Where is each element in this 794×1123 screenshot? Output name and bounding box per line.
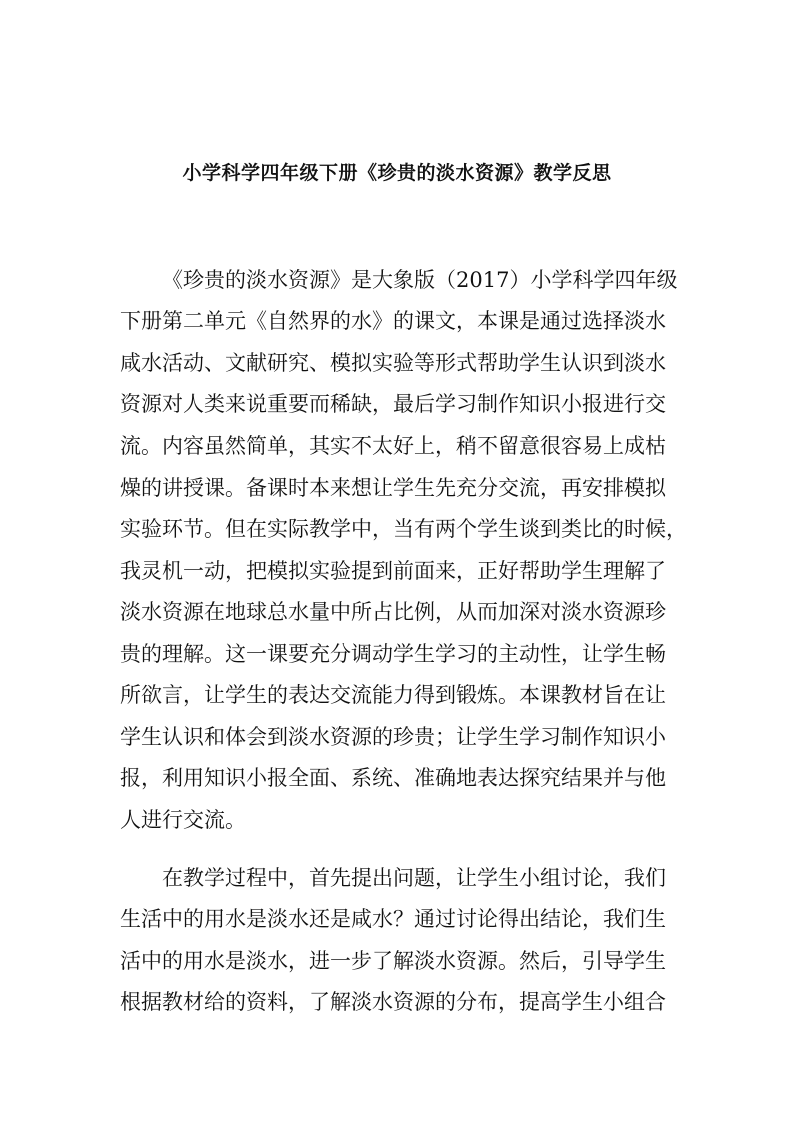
paragraph-2-line-1: 在教学过程中，首先提出问题，让学生小组讨论，我们 [162, 866, 666, 890]
paragraph-1-line-9: 淡水资源在地球总水量中所占比例，从而加深对淡水资源珍 [120, 600, 666, 624]
document-title: 小学科学四年级下册《珍贵的淡水资源》教学反思 [182, 162, 612, 184]
paragraph-1-line-3: 咸水活动、文献研究、模拟实验等形式帮助学生认识到淡水 [120, 351, 666, 375]
paragraph-1-line-11: 所欲言，让学生的表达交流能力得到锻炼。本课教材旨在让 [120, 683, 666, 707]
paragraph-1-line-2: 下册第二单元《自然界的水》的课文，本课是通过选择淡水 [120, 309, 666, 333]
paragraph-1-line-1: 《珍贵的淡水资源》是大象版（2017）小学科学四年级 [162, 268, 678, 292]
paragraph-1-line-4: 资源对人类来说重要而稀缺，最后学习制作知识小报进行交 [120, 392, 666, 416]
paragraph-1-line-7: 实验环节。但在实际教学中，当有两个学生谈到类比的时候， [120, 517, 687, 541]
paragraph-1-line-8: 我灵机一动，把模拟实验提到前面来，正好帮助学生理解了 [120, 559, 666, 583]
paragraph-1-line-14: 人进行交流。 [120, 808, 246, 832]
paragraph-2-line-3: 活中的用水是淡水，进一步了解淡水资源。然后，引导学生 [120, 949, 666, 973]
paragraph-1-line-6: 燥的讲授课。备课时本来想让学生先充分交流，再安排模拟 [120, 476, 666, 500]
paragraph-2-line-4: 根据教材给的资料，了解淡水资源的分布，提高学生小组合 [120, 990, 666, 1014]
paragraph-1-line-13: 报，利用知识小报全面、系统、准确地表达探究结果并与他 [120, 766, 666, 790]
paragraph-1-line-10: 贵的理解。这一课要充分调动学生学习的主动性，让学生畅 [120, 642, 666, 666]
paragraph-1-line-5: 流。内容虽然简单，其实不太好上，稍不留意很容易上成枯 [120, 434, 666, 458]
paragraph-1-line-12: 学生认识和体会到淡水资源的珍贵；让学生学习制作知识小 [120, 725, 666, 749]
paragraph-2-line-2: 生活中的用水是淡水还是咸水？通过讨论得出结论，我们生 [120, 907, 666, 931]
